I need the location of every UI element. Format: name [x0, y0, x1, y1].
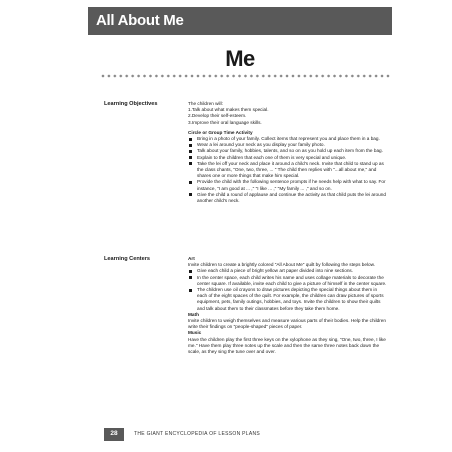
learning-centers-content — [188, 256, 388, 355]
list-item: Talk about your family, hobbies, talents, and so on as you hold up each item from the bag. — [188, 148, 388, 154]
list-item: In the center space, each child writes his name and uses collage materials to decorate the center square. If available, invite each child to give a picture of himself in the center square. — [188, 275, 388, 287]
music-heading: Music — [188, 330, 202, 336]
list-item: Provide the child with the following sentence prompts if he needs help with what to say. For instance, "I am good at ... ," "I like ... ," "My family ... ," and so on. — [188, 179, 388, 191]
list-item: Give each child a piece of bright yellow art paper divided into nine sections. — [188, 268, 388, 274]
list-item: Take the lei off your neck and place it around a child's neck. Invite that child to stand up as the class chants, "One, two, three, ... " The child then replies with "...all about me," and shares one or more things that make him special. — [188, 161, 388, 180]
objective-item: 3.Improve their oral language skills. — [188, 119, 262, 125]
page-title: Me — [225, 46, 255, 71]
list-item: The children use oil crayons to draw pictures depicting the special things about them in each of the eight spaces of the quilt. For example, the children can draw pictures of sports equipment, pets, family outings, hobbies, and toys. Invite the children to show their quilts and talk about them to their classmates before they take them home. — [188, 287, 388, 312]
chapter-title: All About Me — [96, 12, 184, 29]
book-title: THE GIANT ENCYCLOPEDIA OF LESSON PLANS — [134, 431, 261, 437]
objective-item: 2.Develop their self-esteem. — [188, 113, 247, 119]
math-text: Invite children to weigh themselves and measure various parts of their bodies. Help the children write their findings on "people-shaped" pieces of paper. — [188, 318, 387, 330]
math-heading: Math — [188, 311, 199, 317]
list-item: Give the child a round of applause and continue the activity as that child puts the lei around another child's neck. — [188, 192, 388, 204]
circle-activity-list — [188, 136, 388, 204]
circle-activity-heading: Circle or Group Time Activity — [188, 129, 253, 135]
chapter-header-band — [88, 7, 392, 35]
music-text: Have the children play the first three keys on the xylophone as they sing, "One, two, three, I like me." Have them play three notes up the scale and then the same three notes back down the scale, as they sing the tune over and over. — [188, 336, 386, 355]
list-item: Explain to the children that each one of them is very special and unique. — [188, 155, 388, 161]
page-number: 28 — [110, 430, 118, 437]
list-item: Wear a lei around your neck as you display your family photo. — [188, 142, 388, 148]
list-item: Bring in a photo of your family. Collect items that represent you and place them in a bag. — [188, 136, 388, 142]
art-steps-list — [188, 268, 388, 311]
learning-objectives-content — [188, 101, 388, 204]
page-number-box — [104, 428, 124, 441]
art-intro: Invite children to create a brightly colored "All About Me" quilt by following the steps below. — [188, 262, 376, 268]
learning-objectives-label: Learning Objectives — [104, 101, 158, 107]
art-heading: Art — [188, 256, 195, 261]
dotted-divider — [100, 74, 392, 78]
learning-centers-label: Learning Centers — [104, 256, 151, 262]
objectives-intro: The children will: — [188, 101, 223, 106]
objective-item: 1.Talk about what makes them special. — [188, 107, 269, 113]
